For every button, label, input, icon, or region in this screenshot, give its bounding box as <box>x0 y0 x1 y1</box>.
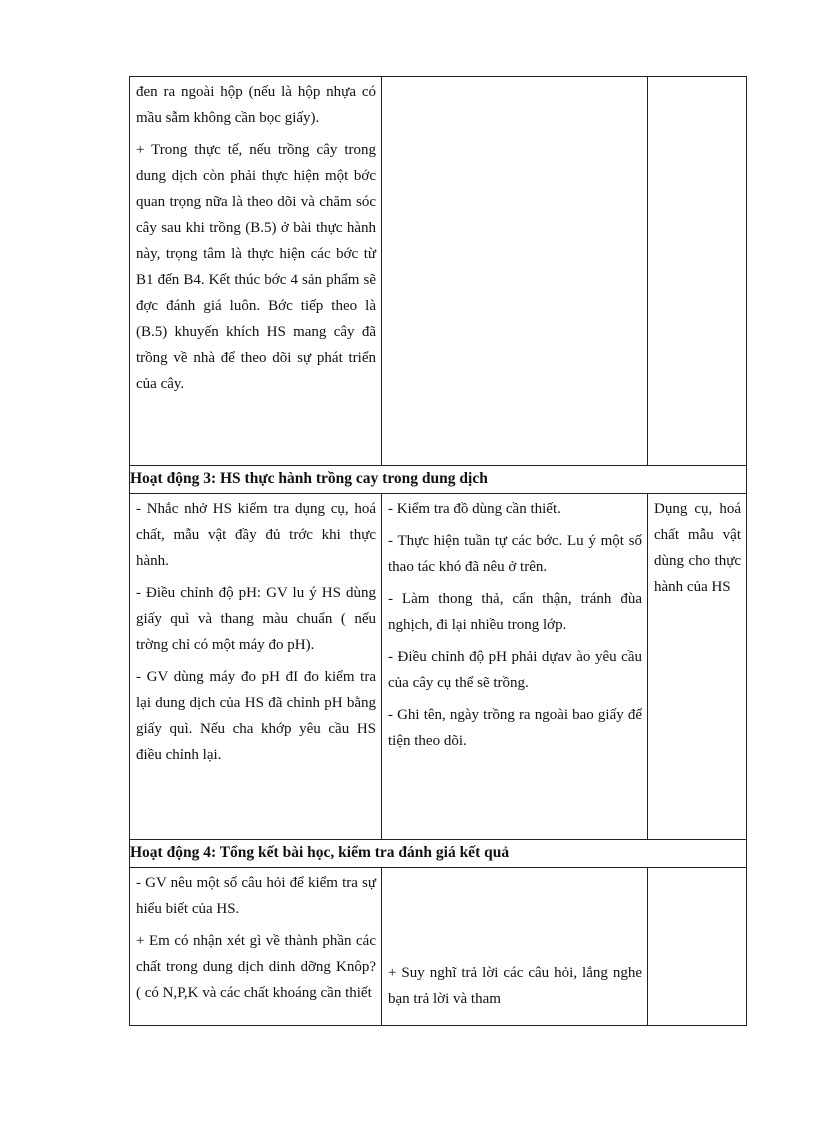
paragraph: - Kiểm tra đồ dùng cần thiết. <box>388 501 561 517</box>
paragraph: - Ghi tên, ngày trồng ra ngoài bao giấy để tiện theo dõi. <box>388 707 642 749</box>
paragraph: + Em có nhận xét gì về thành phần các chất trong dung dịch dinh dỡng Knôp? ( có N,P,K và các chất khoáng cần thiết <box>136 933 376 1001</box>
materials-cell <box>648 77 747 466</box>
student-activity-cell <box>382 77 648 466</box>
table-row <box>130 868 747 1026</box>
teacher-activity-cell <box>130 868 382 1026</box>
table-row <box>130 494 747 840</box>
table-row <box>130 77 747 466</box>
paragraph: - Điều chỉnh độ pH: GV lu ý HS dùng giấy quì và thang màu chuẩn ( nếu trờng chỉ có một máy đo pH). <box>136 585 376 653</box>
paragraph: - GV dùng máy đo pH đI đo kiểm tra lại dung dịch của HS đã chỉnh pH bằng giấy quì. Nếu cha khớp yêu cầu HS điều chỉnh lại. <box>136 669 376 763</box>
teacher-activity-cell <box>130 494 382 840</box>
paragraph: - Điều chỉnh độ pH phải dựav ào yêu cầu của cây cụ thể sẽ trồng. <box>388 649 642 691</box>
paragraph: + Suy nghĩ trả lời các câu hỏi, lắng nghe bạn trả lời và tham <box>388 965 642 1007</box>
paragraph: - GV nêu một số câu hỏi để kiểm tra sự hiểu biết của HS. <box>136 875 376 917</box>
student-activity-cell <box>382 868 648 1026</box>
paragraph: - Thực hiện tuần tự các bớc. Lu ý một số thao tác khó đã nêu ở trên. <box>388 533 642 575</box>
paragraph: + Trong thực tế, nếu trồng cây trong dung dịch còn phải thực hiện một bớc quan trọng nữa là theo dõi và chăm sóc cây sau khi trồng (B.5) ở bài thực hành này, trọng tâm là thực hiện các bớc từ B1 đến B4. Kết thúc bớc 4 sản phẩm sẽ đợc đánh giá luôn. Bớc tiếp theo là (B.5) khuyến khích HS mang cây đã trồng về nhà để theo dõi sự phát triển của cây. <box>136 142 376 392</box>
teacher-activity-cell <box>130 77 382 466</box>
paragraph: - Làm thong thả, cẩn thận, tránh đùa nghịch, đi lại nhiều trong lớp. <box>388 591 642 633</box>
paragraph: - Nhắc nhở HS kiểm tra dụng cụ, hoá chất, mẫu vật đầy đủ trớc khi thực hành. <box>136 501 376 569</box>
materials-text: Dụng cụ, hoá chất mẫu vật dùng cho thực hành của HS <box>654 501 741 595</box>
table-row <box>130 466 747 494</box>
activity-4-title: Hoạt động 4: Tổng kết bài học, kiểm tra đánh giá kết quả <box>130 840 747 868</box>
table-row <box>130 840 747 868</box>
paragraph: đen ra ngoài hộp (nếu là hộp nhựa có mầu sẫm không cần bọc giấy). <box>136 84 376 126</box>
materials-cell <box>648 868 747 1026</box>
lesson-plan-table <box>129 76 747 1026</box>
student-activity-cell <box>382 494 648 840</box>
activity-3-title: Hoạt động 3: HS thực hành trồng cay trong dung dịch <box>130 466 747 494</box>
materials-cell <box>648 494 747 840</box>
